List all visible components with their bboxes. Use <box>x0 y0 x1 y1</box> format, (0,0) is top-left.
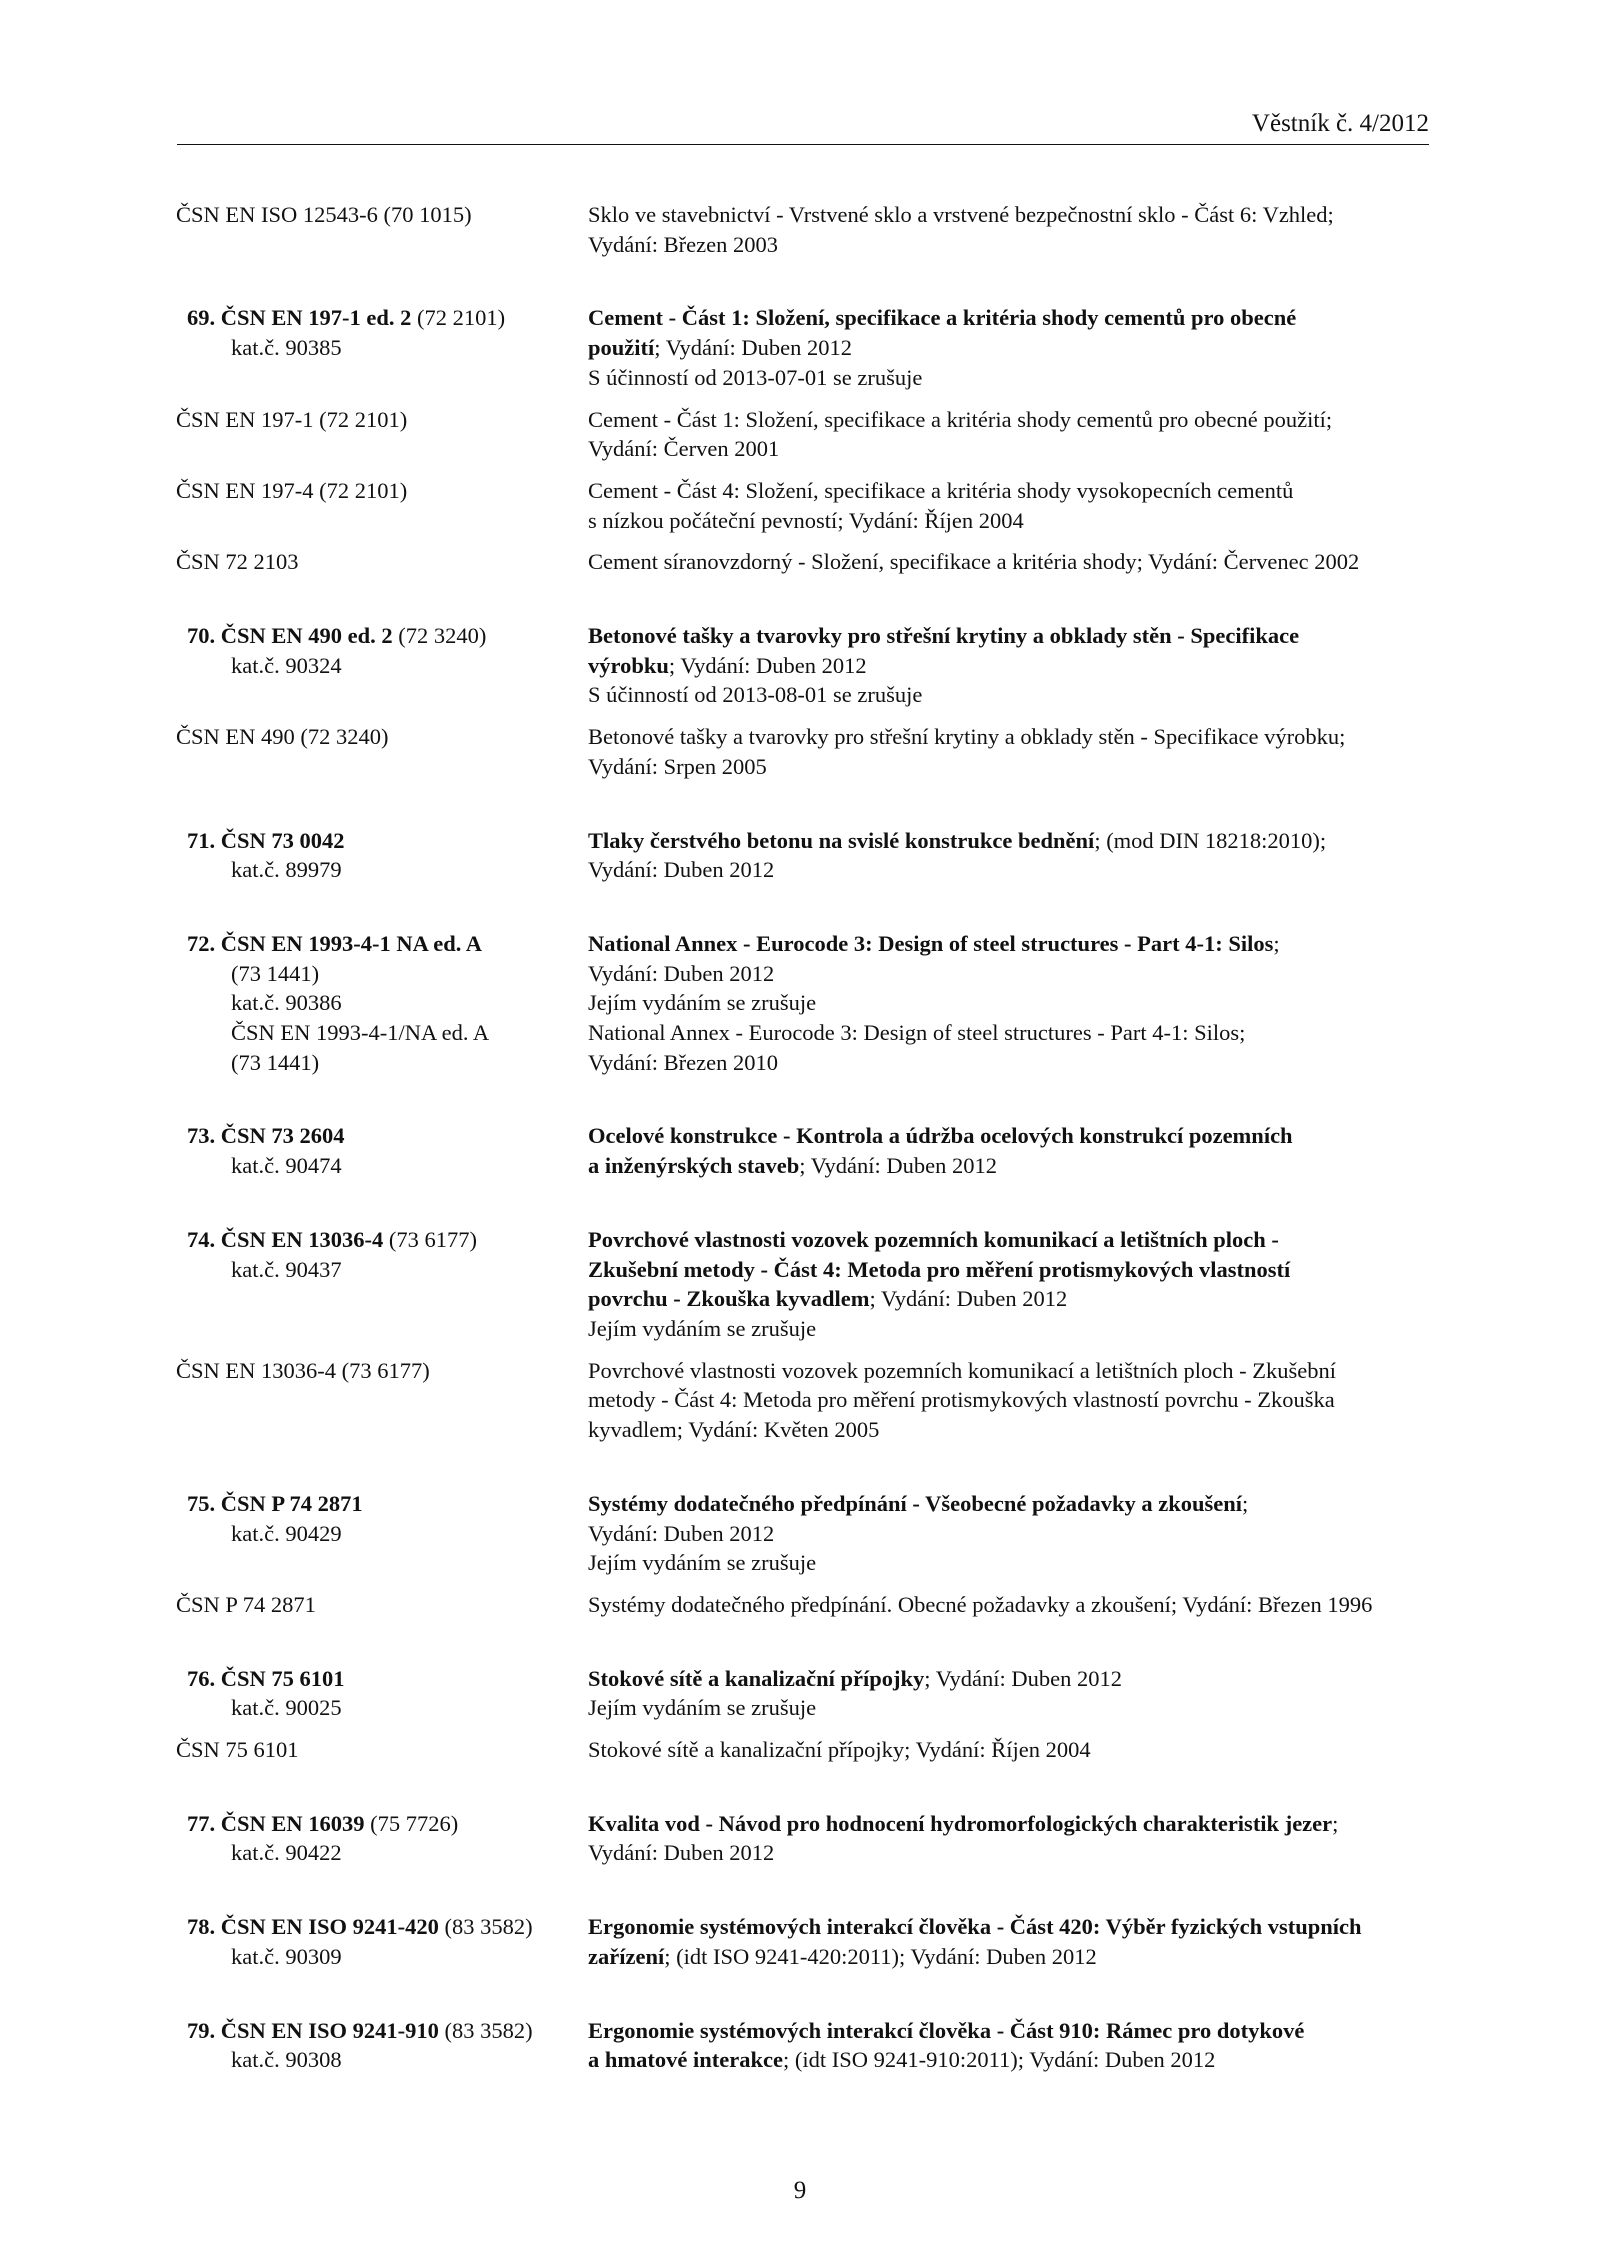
title-line <box>588 1385 1438 1415</box>
title-bold: Povrchové vlastnosti vozovek pozemních komunikací a letištních ploch - <box>588 1226 1279 1252</box>
designation-text: ČSN EN 197-1 (72 2101) <box>176 406 408 432</box>
title-line <box>588 1664 1438 1694</box>
designation-line <box>187 1809 587 1839</box>
standard-entry <box>0 200 1600 259</box>
designation-line <box>187 1018 587 1048</box>
designation-text: ČSN EN ISO 12543-6 (70 1015) <box>176 202 472 227</box>
title-text: ; Vydání: Duben 2012 <box>654 335 852 361</box>
designation-line <box>176 547 576 577</box>
title-text: ; Vydání: Duben 2012 <box>869 1286 1068 1312</box>
standard-title <box>588 1735 1438 1765</box>
title-text: Jejím vydáním se zrušuje <box>588 1695 817 1721</box>
designation-line <box>187 1664 587 1694</box>
standard-entry <box>0 826 1600 885</box>
title-text: Jejím vydáním se zrušuje <box>588 1315 817 1341</box>
title-line <box>588 476 1438 506</box>
title-line <box>588 434 1438 464</box>
title-text: Cement - Část 1: Složení, specifikace a kritéria shody cementů pro obecné použití; <box>588 406 1333 432</box>
title-bold: National Annex - Eurocode 3: Design of steel structures - Part 4-1: Silos <box>588 930 1274 956</box>
title-line <box>588 651 1438 681</box>
standard-designation <box>176 722 576 752</box>
standard-number: 79. ČSN EN ISO 9241-910 <box>187 2017 439 2043</box>
title-line <box>588 1693 1438 1723</box>
designation-text: ČSN 75 6101 <box>176 1737 299 1763</box>
designation-text: (83 3582) <box>438 2017 533 2043</box>
title-text: Vydání: Duben 2012 <box>588 1840 775 1866</box>
designation-line <box>187 621 587 651</box>
designation-line <box>176 1356 576 1386</box>
title-line <box>588 1548 1438 1578</box>
entry-related-row <box>0 722 1600 781</box>
standard-entry <box>0 1225 1600 1445</box>
title-text: Cement - Část 4: Složení, specifikace a kritéria shody vysokopecních cementů <box>588 477 1294 503</box>
standard-designation <box>176 1590 576 1620</box>
designation-text: (73 1441) <box>231 960 320 986</box>
standard-designation <box>187 303 587 362</box>
designation-text: kat.č. 90025 <box>231 1695 342 1721</box>
standard-designation <box>187 1225 587 1284</box>
standard-number: 74. ČSN EN 13036-4 <box>187 1226 384 1252</box>
title-text: ; Vydání: Duben 2012 <box>668 652 867 678</box>
standard-title <box>588 1590 1438 1620</box>
entry-related-row <box>0 1356 1600 1445</box>
entry-main-row <box>0 621 1600 710</box>
title-line <box>588 1415 1438 1445</box>
standard-number: 76. ČSN 75 6101 <box>187 1665 345 1691</box>
standard-title <box>588 1489 1438 1578</box>
designation-line <box>187 826 587 856</box>
title-line <box>588 1809 1438 1839</box>
title-line <box>588 988 1438 1018</box>
designation-line <box>187 2045 587 2075</box>
standard-entry <box>0 621 1600 782</box>
designation-line <box>187 959 587 989</box>
designation-text: kat.č. 90422 <box>231 1840 342 1866</box>
designation-line <box>187 1121 587 1151</box>
title-line <box>588 506 1438 536</box>
designation-line <box>187 1912 587 1942</box>
standard-number: 69. ČSN EN 197-1 ed. 2 <box>187 305 412 331</box>
designation-text: ČSN EN 13036-4 (73 6177) <box>176 1357 430 1383</box>
title-line <box>588 200 1438 230</box>
title-bold: Ergonomie systémových interakcí člověka - Část 420: Výběr fyzických vstupních <box>588 1914 1362 1940</box>
entry-main-row <box>0 1809 1600 1868</box>
designation-line <box>187 1519 587 1549</box>
designation-text: (72 2101) <box>411 305 506 331</box>
standard-number: 71. ČSN 73 0042 <box>187 827 345 853</box>
title-line <box>588 333 1438 363</box>
designation-line <box>176 200 576 230</box>
designation-text: kat.č. 90429 <box>231 1520 342 1546</box>
title-bold: Tlaky čerstvého betonu na svislé konstrukce bednění <box>588 827 1095 853</box>
entry-related-row <box>0 1735 1600 1765</box>
standard-entry <box>0 929 1600 1078</box>
title-text: ; <box>1273 930 1280 956</box>
designation-line <box>176 405 576 435</box>
standard-title <box>588 405 1438 464</box>
designation-text: kat.č. 90309 <box>231 1943 342 1969</box>
standard-designation <box>176 405 576 435</box>
entry-main-row <box>0 1664 1600 1723</box>
title-text: ; <box>1332 1810 1339 1836</box>
title-line <box>588 547 1438 577</box>
title-text: ; <box>1242 1490 1249 1516</box>
standard-entry <box>0 2016 1600 2075</box>
title-line <box>588 1225 1438 1255</box>
title-line <box>588 1489 1438 1519</box>
standard-title <box>588 1809 1438 1868</box>
title-line <box>588 2045 1438 2075</box>
designation-line <box>187 1838 587 1868</box>
designation-line <box>187 333 587 363</box>
designation-text: kat.č. 90308 <box>231 2047 342 2073</box>
standard-designation <box>176 200 576 230</box>
standard-title <box>588 303 1438 392</box>
designation-text: kat.č. 90385 <box>231 335 342 361</box>
entry-main-row <box>0 2016 1600 2075</box>
standard-title <box>588 547 1438 577</box>
designation-text: ČSN EN 1993-4-1/NA ed. A <box>231 1020 490 1046</box>
designation-line <box>187 1489 587 1519</box>
standard-entry <box>0 303 1600 577</box>
designation-line <box>187 929 587 959</box>
title-bold: a hmatové interakce <box>588 2047 783 2073</box>
entry-related-row <box>0 405 1600 464</box>
title-text: Vydání: Duben 2012 <box>588 857 775 883</box>
designation-line <box>176 476 576 506</box>
standard-designation <box>187 1121 587 1180</box>
designation-line <box>176 1590 576 1620</box>
title-text: kyvadlem; Vydání: Květen 2005 <box>588 1417 880 1443</box>
title-line <box>588 621 1438 651</box>
standard-number: 75. ČSN P 74 2871 <box>187 1490 363 1516</box>
title-line <box>588 1255 1438 1285</box>
designation-line <box>187 1942 587 1972</box>
title-line <box>588 1018 1438 1048</box>
title-line <box>588 1912 1438 1942</box>
title-text: Jejím vydáním se zrušuje <box>588 990 817 1016</box>
title-bold: a inženýrských staveb <box>588 1153 800 1179</box>
designation-line <box>187 303 587 333</box>
title-text: ; (idt ISO 9241-420:2011); Vydání: Duben 2012 <box>664 1943 1097 1969</box>
title-line <box>588 1356 1438 1386</box>
entry-related-row <box>0 547 1600 577</box>
entry-related-row <box>0 476 1600 535</box>
standard-designation <box>187 1664 587 1723</box>
title-line <box>588 2016 1438 2046</box>
title-line <box>588 405 1438 435</box>
title-text: Vydání: Březen 2003 <box>588 231 778 257</box>
standard-designation <box>187 1912 587 1971</box>
title-bold: Systémy dodatečného předpínání - Všeobecné požadavky a zkoušení <box>588 1490 1243 1516</box>
title-text: Cement síranovzdorný - Složení, specifikace a kritéria shody; Vydání: Červenec 2002 <box>588 549 1360 575</box>
title-line <box>588 1735 1438 1765</box>
standard-entry <box>0 1664 1600 1765</box>
title-text: Jejím vydáním se zrušuje <box>588 1550 817 1576</box>
standard-entry <box>0 1121 1600 1180</box>
standard-designation <box>176 547 576 577</box>
title-line <box>588 1121 1438 1151</box>
title-text: Vydání: Březen 2010 <box>588 1049 778 1075</box>
standard-title <box>588 929 1438 1078</box>
bulletin-title: Věstník č. 4/2012 <box>1251 110 1429 137</box>
title-text: Systémy dodatečného předpínání. Obecné požadavky a zkoušení; Vydání: Březen 1996 <box>588 1591 1373 1617</box>
entry-main-row <box>0 1121 1600 1180</box>
title-text: Vydání: Červen 2001 <box>588 436 780 462</box>
designation-text: (73 1441) <box>231 1049 320 1075</box>
standard-entry <box>0 1912 1600 1971</box>
designation-text: ČSN P 74 2871 <box>176 1591 316 1617</box>
designation-line <box>187 855 587 885</box>
title-line <box>588 722 1438 752</box>
standard-title <box>588 1912 1438 1971</box>
designation-text: kat.č. 90324 <box>231 652 342 678</box>
designation-line <box>187 2016 587 2046</box>
standard-title <box>588 476 1438 535</box>
standard-designation <box>187 826 587 885</box>
designation-text: (75 7726) <box>364 1810 459 1836</box>
standard-title <box>588 1356 1438 1445</box>
entry-main-row <box>0 929 1600 1078</box>
title-bold: Ergonomie systémových interakcí člověka - Část 910: Rámec pro dotykové <box>588 2017 1305 2043</box>
title-line <box>588 1942 1438 1972</box>
title-line <box>588 826 1438 856</box>
title-line <box>588 680 1438 710</box>
title-text: Vydání: Duben 2012 <box>588 960 775 986</box>
standards-list <box>0 200 1600 2119</box>
title-text: National Annex - Eurocode 3: Design of steel structures - Part 4-1: Silos; <box>588 1020 1246 1046</box>
title-text: ; Vydání: Duben 2012 <box>799 1153 997 1179</box>
title-line <box>588 1519 1438 1549</box>
standard-number: 73. ČSN 73 2604 <box>187 1123 345 1149</box>
standard-designation <box>176 476 576 506</box>
designation-text: (72 3240) <box>392 623 487 649</box>
title-bold: Stokové sítě a kanalizační přípojky <box>588 1665 925 1691</box>
entry-main-row <box>0 1912 1600 1971</box>
title-line <box>588 303 1438 333</box>
title-line <box>588 1838 1438 1868</box>
title-line <box>588 1284 1438 1314</box>
title-text: Sklo ve stavebnictví - Vrstvené sklo a vrstvené bezpečnostní sklo - Část 6: Vzhled; <box>588 202 1334 227</box>
title-line <box>588 1590 1438 1620</box>
designation-text: (83 3582) <box>438 1914 533 1940</box>
designation-line <box>187 988 587 1018</box>
designation-line <box>187 1225 587 1255</box>
page-number: 9 <box>793 2177 807 2204</box>
standard-number: 78. ČSN EN ISO 9241-420 <box>187 1914 439 1940</box>
designation-text: kat.č. 90386 <box>231 990 342 1016</box>
designation-line <box>187 1151 587 1181</box>
standard-title <box>588 621 1438 710</box>
title-line <box>588 1314 1438 1344</box>
entry-related-row <box>0 1590 1600 1620</box>
standard-designation <box>176 1735 576 1765</box>
title-line <box>588 230 1438 260</box>
title-line <box>588 929 1438 959</box>
title-text: metody - Část 4: Metoda pro měření protismykových vlastností povrchu - Zkouška <box>588 1387 1335 1413</box>
standard-designation <box>187 1489 587 1548</box>
standard-designation <box>187 2016 587 2075</box>
title-line <box>588 363 1438 393</box>
standard-entry <box>0 1809 1600 1868</box>
standard-title <box>588 1664 1438 1723</box>
title-bold: použití <box>588 335 655 361</box>
standard-number: 72. ČSN EN 1993-4-1 NA ed. A <box>187 930 483 956</box>
title-line <box>588 752 1438 782</box>
entry-main-row <box>0 200 1600 259</box>
standard-title <box>588 1225 1438 1344</box>
designation-line <box>187 1255 587 1285</box>
title-text: S účinností od 2013-07-01 se zrušuje <box>588 364 923 390</box>
title-bold: Betonové tašky a tvarovky pro střešní krytiny a obklady stěn - Specifikace <box>588 623 1300 649</box>
title-line <box>588 855 1438 885</box>
designation-line <box>187 1693 587 1723</box>
entry-main-row <box>0 1489 1600 1578</box>
standard-title <box>588 722 1438 781</box>
standard-designation <box>187 621 587 680</box>
title-line <box>588 959 1438 989</box>
standard-title <box>588 826 1438 885</box>
title-text: s nízkou počáteční pevností; Vydání: Říjen 2004 <box>588 507 1024 533</box>
standard-designation <box>187 929 587 1078</box>
title-text: Stokové sítě a kanalizační přípojky; Vydání: Říjen 2004 <box>588 1737 1091 1763</box>
designation-text: ČSN 72 2103 <box>176 549 299 575</box>
title-bold: povrchu - Zkouška kyvadlem <box>588 1286 870 1312</box>
title-text: Vydání: Duben 2012 <box>588 1520 775 1546</box>
standard-entry <box>0 1489 1600 1620</box>
designation-text: kat.č. 90437 <box>231 1256 342 1282</box>
title-text: S účinností od 2013-08-01 se zrušuje <box>588 682 923 708</box>
page-header <box>177 108 1429 145</box>
title-bold: Zkušební metody - Část 4: Metoda pro měření protismykových vlastností <box>588 1256 1291 1282</box>
title-line <box>588 1048 1438 1078</box>
title-text: ; (mod DIN 18218:2010); <box>1094 827 1327 853</box>
designation-text: (73 6177) <box>383 1226 478 1252</box>
title-text: Betonové tašky a tvarovky pro střešní krytiny a obklady stěn - Specifikace výrobku; <box>588 724 1346 750</box>
standard-title <box>588 2016 1438 2075</box>
standard-number: 70. ČSN EN 490 ed. 2 <box>187 623 393 649</box>
standard-number: 77. ČSN EN 16039 <box>187 1810 365 1836</box>
title-bold: Ocelové konstrukce - Kontrola a údržba ocelových konstrukcí pozemních <box>588 1123 1293 1149</box>
title-bold: Cement - Část 1: Složení, specifikace a kritéria shody cementů pro obecné <box>588 305 1297 331</box>
title-text: ; (idt ISO 9241-910:2011); Vydání: Duben 2012 <box>782 2047 1216 2073</box>
standard-designation <box>176 1356 576 1386</box>
designation-text: kat.č. 90474 <box>231 1153 342 1179</box>
entry-main-row <box>0 826 1600 885</box>
designation-text: ČSN EN 490 (72 3240) <box>176 724 389 750</box>
title-text: Povrchové vlastnosti vozovek pozemních komunikací a letištních ploch - Zkušební <box>588 1357 1336 1383</box>
title-bold: zařízení <box>588 1943 665 1969</box>
designation-line <box>176 1735 576 1765</box>
title-bold: výrobku <box>588 652 669 678</box>
designation-line <box>187 651 587 681</box>
title-text: Vydání: Srpen 2005 <box>588 753 767 779</box>
title-line <box>588 1151 1438 1181</box>
designation-text: ČSN EN 197-4 (72 2101) <box>176 477 408 503</box>
entry-main-row <box>0 1225 1600 1344</box>
title-text: ; Vydání: Duben 2012 <box>924 1665 1122 1691</box>
standard-title <box>588 1121 1438 1180</box>
designation-text: kat.č. 89979 <box>231 857 342 883</box>
designation-line <box>176 722 576 752</box>
designation-line <box>187 1048 587 1078</box>
title-bold: Kvalita vod - Návod pro hodnocení hydromorfologických charakteristik jezer <box>588 1810 1333 1836</box>
standard-designation <box>187 1809 587 1868</box>
entry-main-row <box>0 303 1600 392</box>
standard-title <box>588 200 1438 259</box>
